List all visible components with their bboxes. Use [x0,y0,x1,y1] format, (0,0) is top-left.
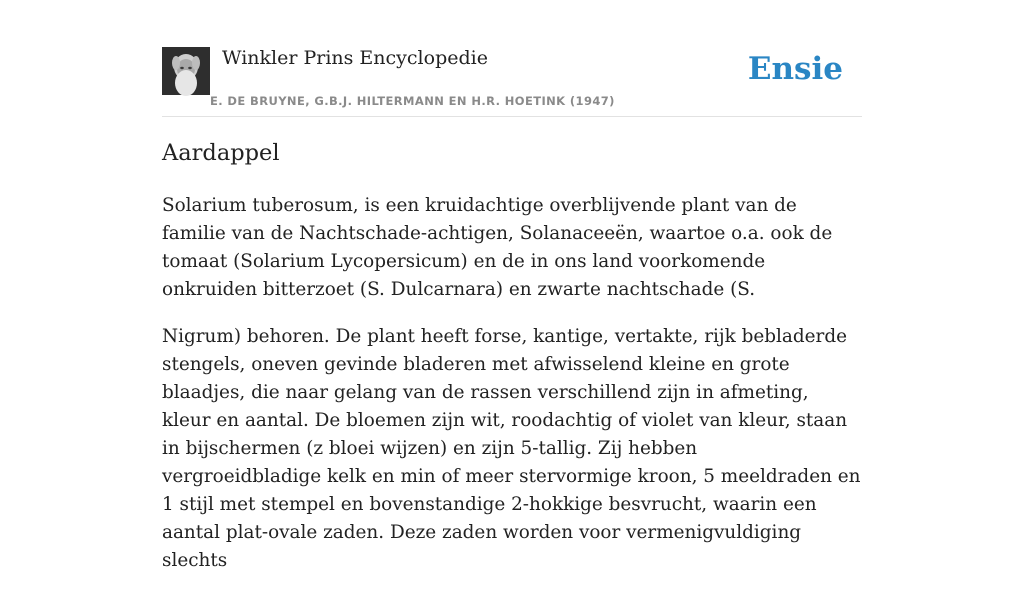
entry-title: Aardappel [162,140,280,166]
author-avatar [162,47,210,95]
article-page [162,0,862,571]
source-authors: E. DE BRUYNE, G.B.J. HILTERMANN EN H.R. HOETINK (1947) [210,94,615,108]
source-title[interactable]: Winkler Prins Encyclopedie [222,47,488,69]
source-header [162,0,862,117]
entry-paragraph: Solarium tuberosum, is een kruidachtige overblijvende plant van de familie van de Nachtschade-achtigen, Solanaceeën, waartoe o.a. ook de tomaat (Solarium Lycopersicum) en de in ons land voorkomende onkruiden bitterzoet (S. Dulcarnara) en zwarte nachtschade (S. [162,195,833,300]
entry-paragraph: Nigrum) behoren. De plant heeft forse, kantige, vertakte, rijk bebladerde stengels, oneven gevinde bladeren met afwisselend kleine en grote blaadjes, die naar gelang van de rassen verschillend zijn in afmeting, kleur en aantal. De bloemen zijn wit, roodachtig of violet van kleur, staan in bijschermen (z bloei wijzen) en zijn 5-tallig. Zij hebben vergroeidbladige kelk en min of meer stervormige kroon, 5 meeldraden en 1 stijl met stempel en bovenstandige 2-hokkige besvrucht, waarin een aantal plat-ovale zaden. Deze zaden worden voor vermenigvuldiging slechts [162,326,861,571]
entry-body [162,192,862,594]
brand-logo-link[interactable]: Ensie [747,51,843,87]
author-portrait-image [162,47,210,95]
